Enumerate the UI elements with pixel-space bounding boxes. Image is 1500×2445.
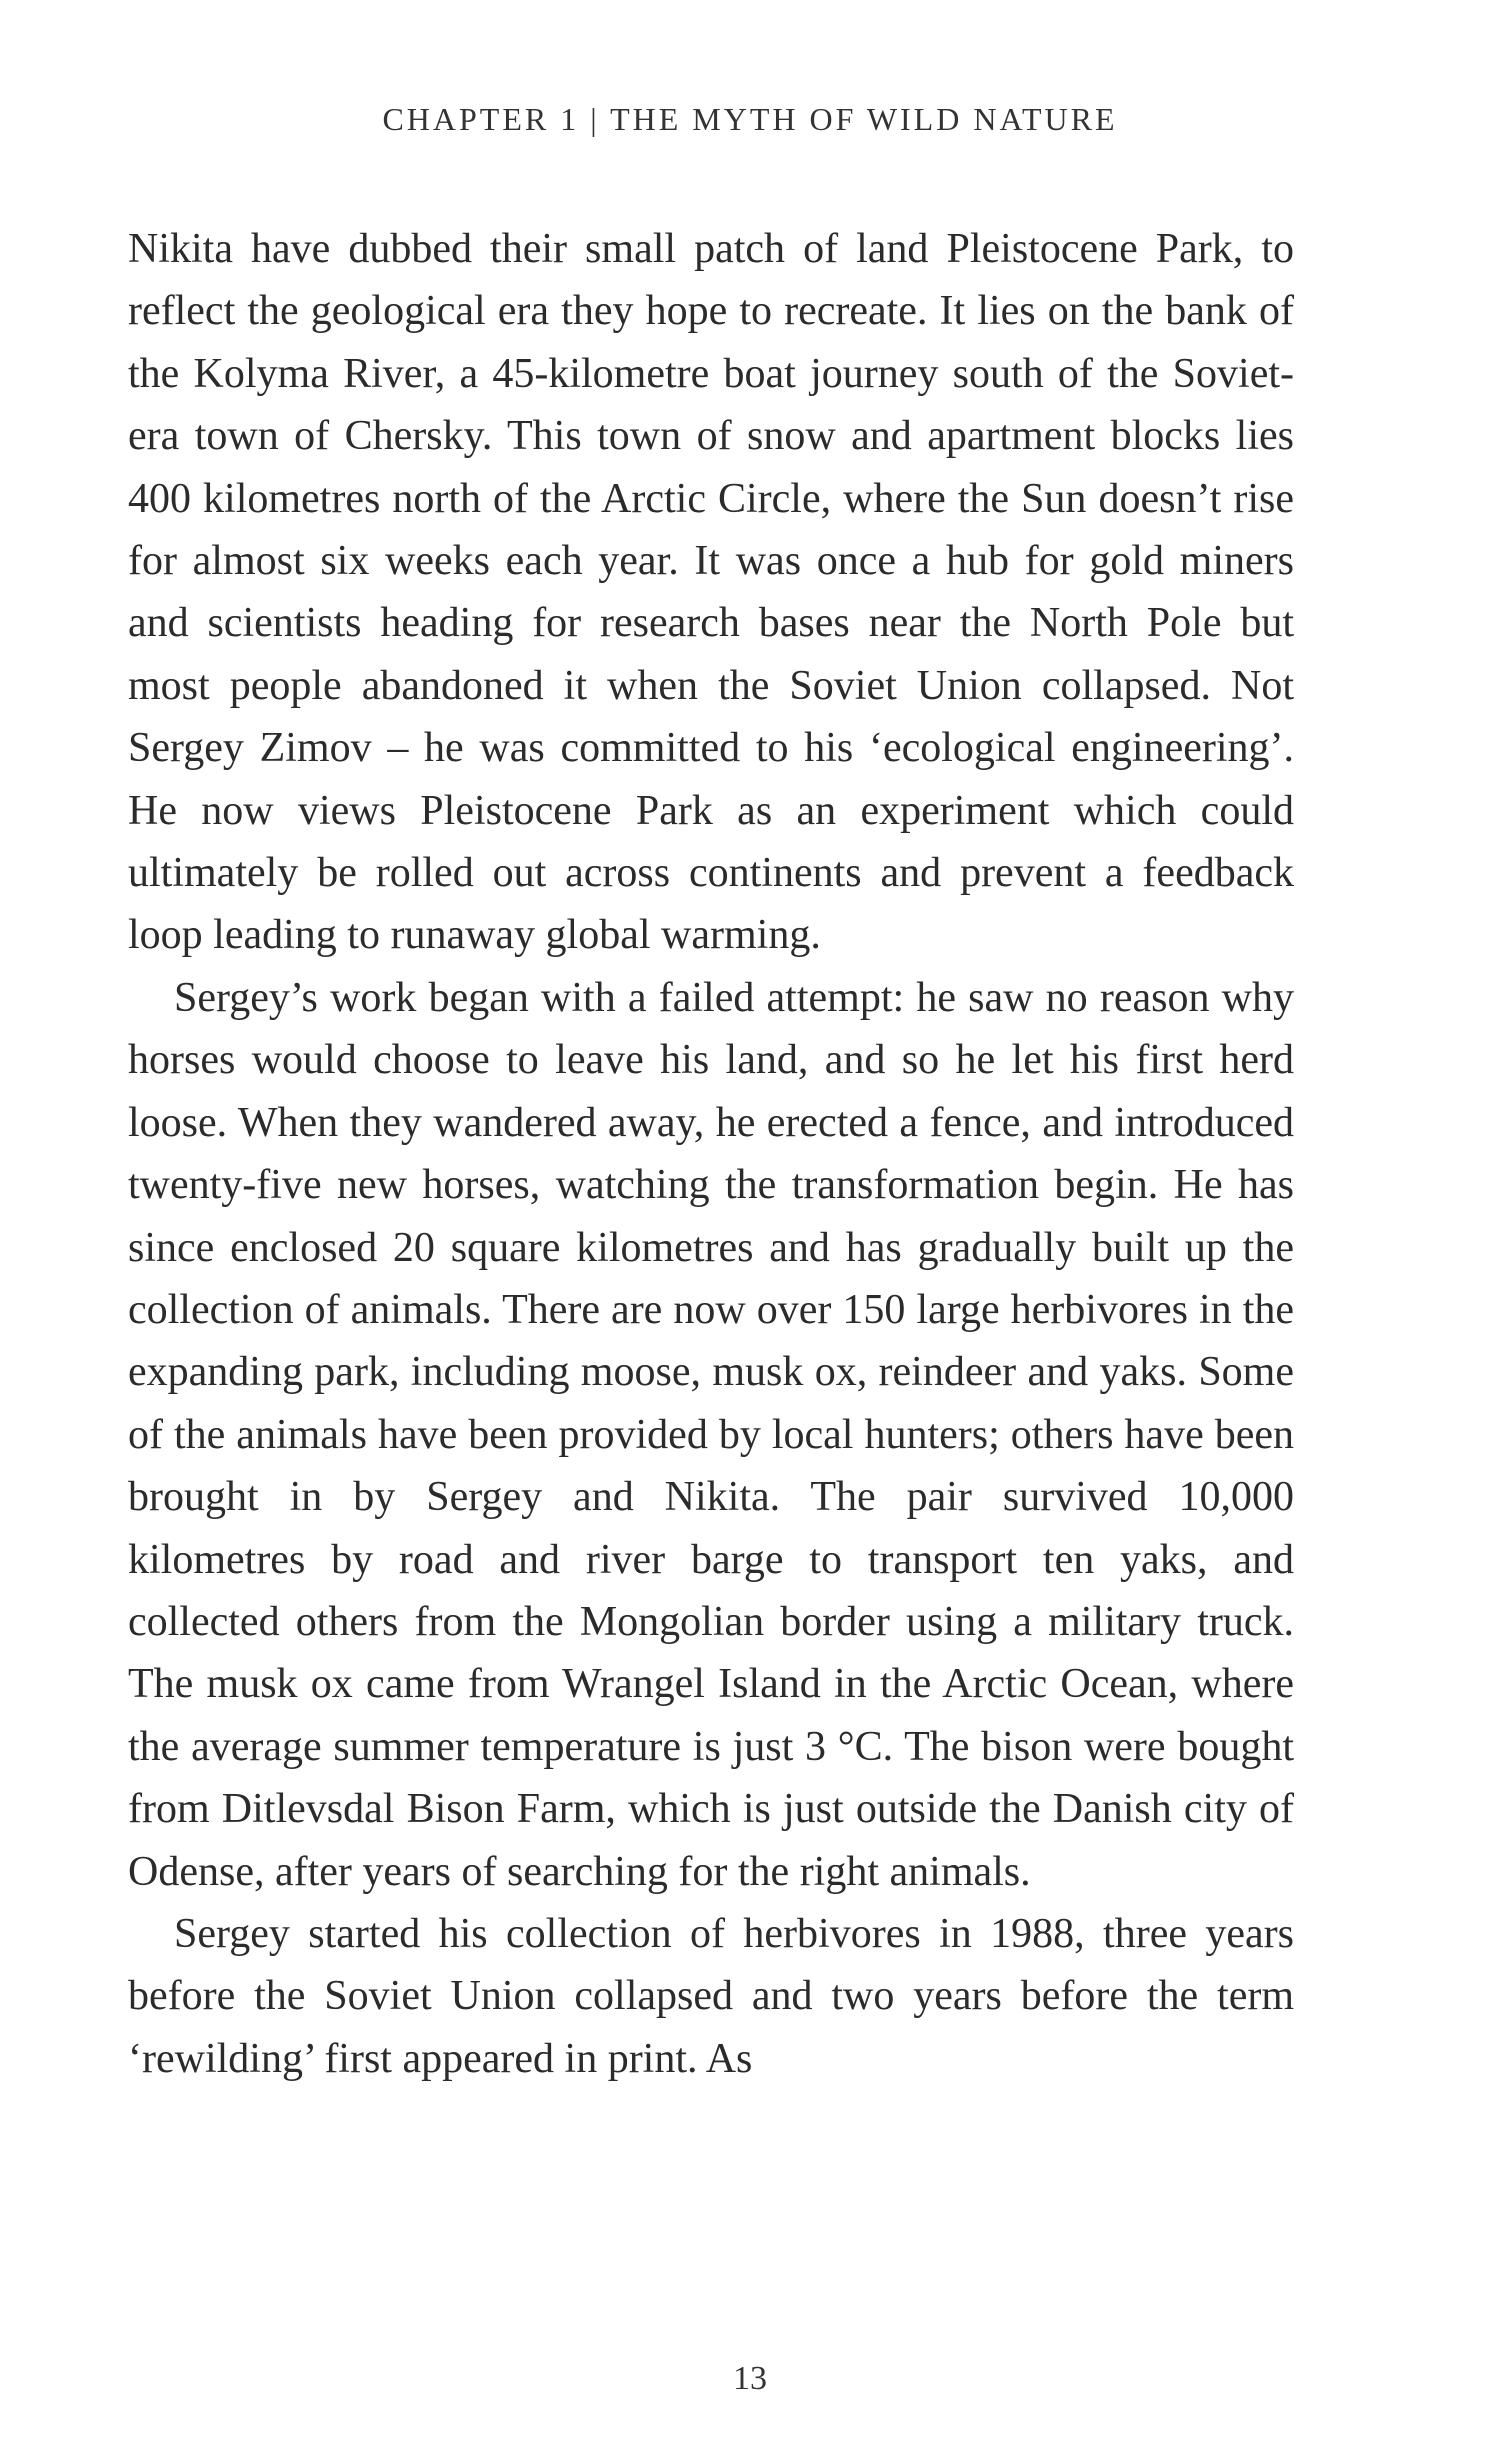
paragraph-1: Nikita have dubbed their small patch of land Pleistocene Park, to reflect the geological era they hope to recreate. It lies on the bank of the Kolyma River, a 45-kilometre boat journey south of the Soviet-era town of Chersky. This town of snow and apartment blocks lies 400 kilometres north of the Arctic Circle, where the Sun doesn’t rise for almost six weeks each year. It was once a hub for gold miners and scientists heading for research bases near the North Pole but most people abandoned it when the Soviet Union collapsed. Not Sergey Zimov – he was committed to his ‘ecological engineering’. He now views Pleistocene Park as an experiment which could ultimately be rolled out across continents and prevent a feedback loop leading to runaway global warming. xyxy=(128,226,1294,959)
running-head: CHAPTER 1 | THE MYTH OF WILD NATURE xyxy=(382,101,1118,137)
page-number: 13 xyxy=(733,2360,767,2397)
paragraph-2: Sergey’s work began with a failed attempt: he saw no reason why horses would choose to leave his land, and so he let his first herd loose. When they wandered away, he erected a fence, and introduced twenty-five new horses, watching the transformation begin. He has since enclosed 20 square kilometres and has gradually built up the collection of animals. There are now over 150 large herbivores in the expanding park, including moose, musk ox, reindeer and yaks. Some of the animals have been provided by local hunters; others have been brought in by Sergey and Nikita. The pair survived 10,000 kilometres by road and river barge to transport ten yaks, and collected others from the Mongolian border using a military truck. The musk ox came from Wrangel Island in the Arctic Ocean, where the average summer temperature is just 3 °C. The bison were bought from Ditlevsdal Bison Farm, which is just outside the Danish city of Odense, after years of searching for the right animals. xyxy=(128,974,1294,1895)
body-text xyxy=(128,218,1294,2090)
paragraph-3: Sergey started his collection of herbivores in 1988, three years before the Soviet Union collapsed and two years before the term ‘rewilding’ first appeared in print. As xyxy=(128,1910,1294,2082)
